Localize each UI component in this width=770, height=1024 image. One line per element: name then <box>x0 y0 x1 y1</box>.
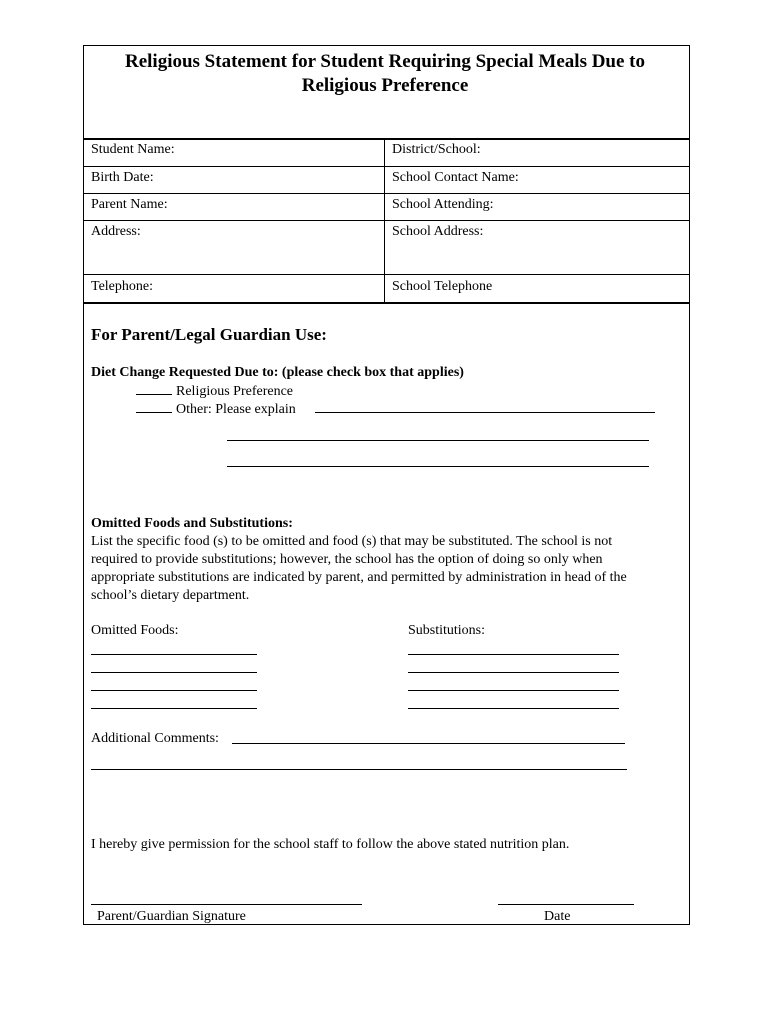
school-address-field[interactable]: School Address: <box>392 224 484 239</box>
birth-date-field[interactable]: Birth Date: <box>91 170 154 185</box>
omitted-food-line[interactable] <box>91 690 257 691</box>
school-telephone-field[interactable]: School Telephone <box>392 279 493 294</box>
religious-preference-checkbox-line[interactable] <box>136 381 172 395</box>
signature-line[interactable] <box>91 904 362 905</box>
religious-preference-option[interactable] <box>136 381 293 401</box>
other-option[interactable] <box>136 399 296 419</box>
religious-preference-label: Religious Preference <box>176 384 294 399</box>
omitted-foods-heading: Omitted Foods and Substitutions: <box>91 516 293 531</box>
school-attending-field[interactable]: School Attending: <box>392 197 494 212</box>
substitutions-label: Substitutions: <box>408 623 486 638</box>
other-checkbox-line[interactable] <box>136 399 172 413</box>
omitted-paragraph-line: List the specific food (s) to be omitted and food (s) that may be substituted. The school is not <box>91 534 613 549</box>
additional-comments-label: Additional Comments: <box>91 731 219 746</box>
additional-comments-line[interactable] <box>91 769 627 770</box>
diet-change-heading: Diet Change Requested Due to: (please check box that applies) <box>91 365 464 380</box>
telephone-field[interactable]: Telephone: <box>91 279 153 294</box>
table-row-divider <box>83 193 690 194</box>
explain-line[interactable] <box>227 440 649 441</box>
substitution-line[interactable] <box>408 690 619 691</box>
form-frame <box>83 45 690 925</box>
omitted-food-line[interactable] <box>91 708 257 709</box>
table-row-divider <box>83 220 690 221</box>
table-top-border <box>83 138 690 140</box>
omitted-paragraph-line: required to provide substitutions; however, the school has the option of doing so only when <box>91 552 603 567</box>
date-line[interactable] <box>498 904 634 905</box>
form-title: Religious Statement for Student Requiring Special Meals Due to Religious Preference <box>124 51 646 96</box>
district-school-field[interactable]: District/School: <box>392 142 481 157</box>
omitted-paragraph-line: appropriate substitutions are indicated by parent, and permitted by administration in head of the <box>91 570 627 585</box>
signature-label: Parent/Guardian Signature <box>97 909 246 924</box>
table-row-divider <box>83 274 690 275</box>
explain-line[interactable] <box>315 412 655 413</box>
student-name-field[interactable]: Student Name: <box>91 142 175 157</box>
parent-name-field[interactable]: Parent Name: <box>91 197 168 212</box>
date-label: Date <box>544 909 571 924</box>
substitution-line[interactable] <box>408 708 619 709</box>
school-contact-name-field[interactable]: School Contact Name: <box>392 170 519 185</box>
substitution-line[interactable] <box>408 654 619 655</box>
address-field[interactable]: Address: <box>91 224 141 239</box>
table-row-divider <box>83 166 690 167</box>
omitted-food-line[interactable] <box>91 654 257 655</box>
table-column-divider <box>384 138 385 304</box>
substitution-line[interactable] <box>408 672 619 673</box>
other-explain-label: Other: Please explain <box>176 402 296 417</box>
permission-statement: I hereby give permission for the school staff to follow the above stated nutrition plan. <box>91 837 570 852</box>
guardian-use-heading: For Parent/Legal Guardian Use: <box>91 325 327 344</box>
explain-line[interactable] <box>227 466 649 467</box>
omitted-paragraph-line: school’s dietary department. <box>91 588 250 603</box>
table-bottom-border <box>83 302 690 304</box>
additional-comments-line[interactable] <box>232 743 625 744</box>
omitted-food-line[interactable] <box>91 672 257 673</box>
omitted-foods-label: Omitted Foods: <box>91 623 179 638</box>
